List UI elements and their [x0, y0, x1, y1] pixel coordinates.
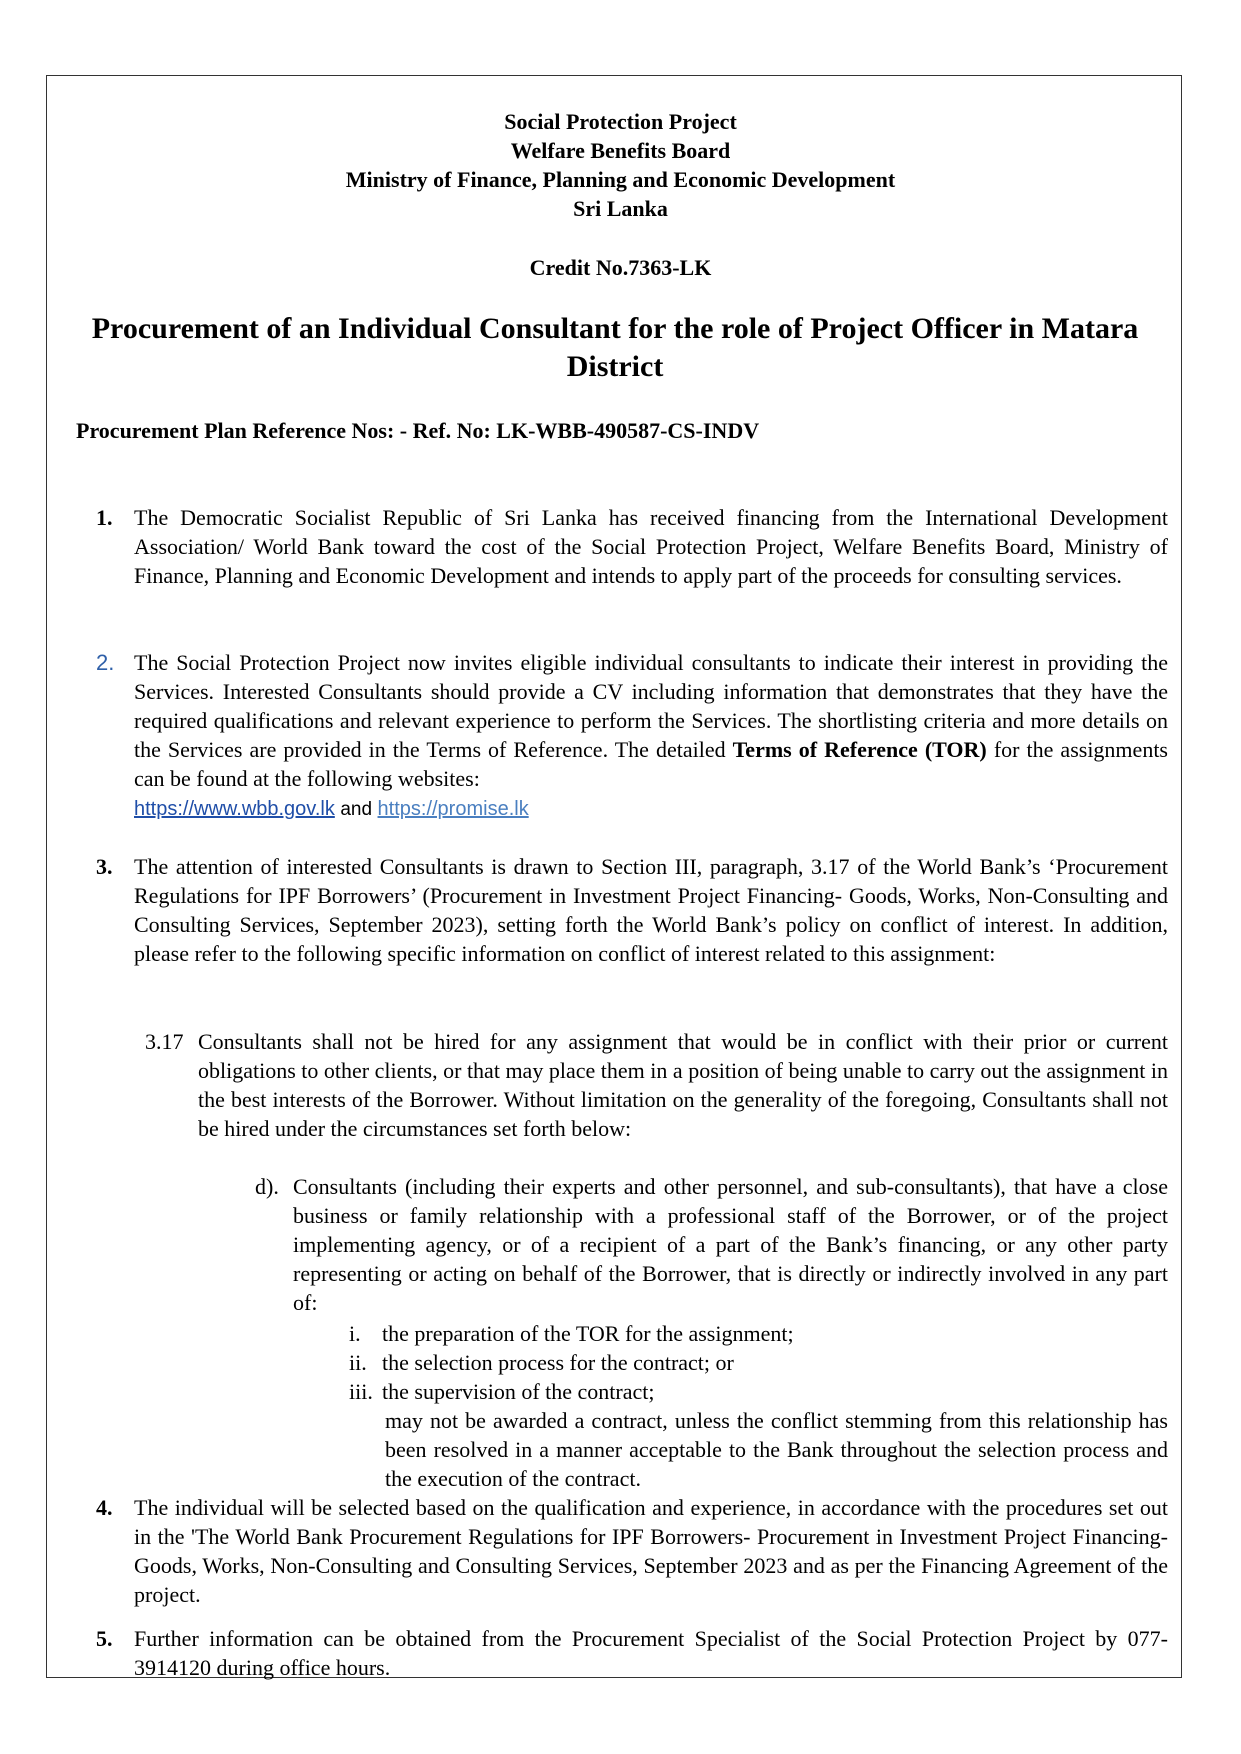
header-board: Welfare Benefits Board [510, 138, 731, 163]
promise-website-link[interactable]: https://promise.lk [377, 798, 529, 820]
roman-ii-text: the selection process for the contract; or [382, 1350, 734, 1375]
paragraph-2 [134, 648, 1168, 824]
reference-number: Procurement Plan Reference Nos: - Ref. No: LK-WBB-490587-CS-INDV [76, 418, 760, 443]
paragraph-4: The individual will be selected based on the qualification and experience, in accordance with the procedures set out in the 'The World Bank Procurement Regulations for IPF Borrowers- Procurement in Investment Project Financing- Goods, Works, Non-Consulting and Consulting Services, September 2023 and as per the Financing Agreement of the project. [134, 1495, 1168, 1607]
wbb-website-link[interactable]: https://www.wbb.gov.lk [134, 798, 335, 820]
header-country: Sri Lanka [573, 196, 668, 221]
paragraph-3: The attention of interested Consultants is drawn to Section III, paragraph, 3.17 of the World Bank’s ‘Procurement Regulations for IPF Borrowers’ (Procurement in Investment Project Financing- Goods, Works, Non-Consulting and Consulting Services, September 2023), setting forth the World Bank’s policy on conflict of interest. In addition, please refer to the following specific information on conflict of interest related to this assignment: [134, 854, 1168, 966]
subclause-d-text: Consultants (including their experts and other personnel, and sub-consultants), that have a close business or family relationship with a professional staff of the Borrower, or of the project implementing agency, or of a recipient of a part of the Bank’s financing, or any other party representing or acting on behalf of the Borrower, that is directly or indirectly involved in any part of: [293, 1174, 1168, 1315]
item-number-5: 5. [96, 1626, 113, 1651]
roman-iii: iii. [349, 1379, 373, 1404]
roman-i: i. [349, 1321, 361, 1346]
item-number-1: 1. [96, 505, 113, 530]
item-number-2: 2. [96, 650, 115, 675]
paragraph-2-text: The Social Protection Project now invites eligible individual consultants to indicate their interest in providing the Services. Interested Consultants should provide a CV including information that demonstrates that they have the required qualifications and relevant experience to perform the Services. The shortlisting criteria and more details on the Services are provided in the Terms of Reference. The detailed [134, 650, 1168, 762]
subclause-d-number: d). [255, 1174, 279, 1199]
paragraph-5: Further information can be obtained from the Procurement Specialist of the Social Protection Project by 077-3914120 during office hours. [134, 1626, 1168, 1680]
tor-bold-label: Terms of Reference (TOR) [732, 737, 987, 762]
item-number-4: 4. [96, 1495, 113, 1520]
credit-number: Credit No.7363-LK [529, 255, 712, 280]
clause-317-text: Consultants shall not be hired for any assignment that would be in conflict with their prior or current obligations to other clients, or that may place them in a position of being unable to carry out the assignment in the best interests of the Borrower. Without limitation on the generality of the foregoing, Consultants shall not be hired under the circumstances set forth below: [198, 1029, 1168, 1141]
header-project: Social Protection Project [504, 109, 737, 134]
link-and-text: and [340, 799, 373, 820]
roman-i-text: the preparation of the TOR for the assignment; [382, 1321, 794, 1346]
paragraph-2-tail: for the assignments can be found at the following websites: [134, 737, 1168, 791]
may-not-be-awarded-text: may not be awarded a contract, unless the conflict stemming from this relationship has been resolved in a manner acceptable to the Bank throughout the selection process and the execution of the contract. [385, 1408, 1168, 1491]
header-ministry: Ministry of Finance, Planning and Economic Development [345, 167, 896, 192]
clause-number-317: 3.17 [145, 1029, 184, 1054]
paragraph-1: The Democratic Socialist Republic of Sri Lanka has received financing from the International Development Association/ World Bank toward the cost of the Social Protection Project, Welfare Benefits Board, Ministry of Finance, Planning and Economic Development and intends to apply part of the proceeds for consulting services. [134, 505, 1168, 588]
roman-iii-text: the supervision of the contract; [382, 1379, 655, 1404]
roman-ii: ii. [349, 1350, 367, 1375]
item-number-3: 3. [96, 854, 113, 879]
document-title: Procurement of an Individual Consultant for the role of Project Officer in Matara District [91, 312, 1139, 383]
